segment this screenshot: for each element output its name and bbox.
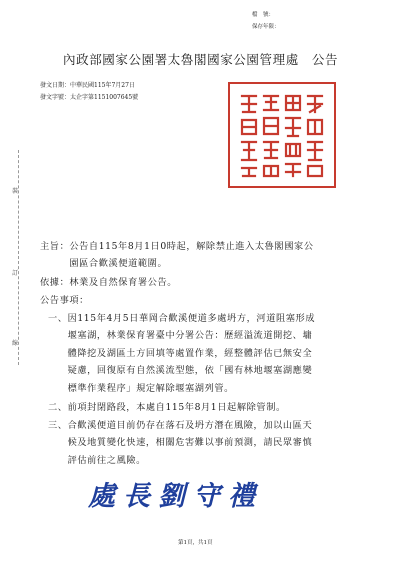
item-line: 堰塞湖，林業保育署臺中分署公告：歷經溢流道開挖、墉 bbox=[48, 330, 313, 341]
item-line: 二、前項封閉路段，本處自115年8月1日起解除管制。 bbox=[48, 402, 286, 413]
page-title: 內政部國家公園署太魯閣國家公園管理處 公告 bbox=[63, 52, 339, 67]
binding-line bbox=[18, 150, 19, 365]
item-line: 評估前往之風險。 bbox=[48, 455, 146, 466]
margin-char-ding: 訂 bbox=[12, 270, 19, 277]
subject-line-1: 主旨：公告自115年8月1日0時起，解除禁止進入太魯閣國家公 bbox=[40, 241, 314, 252]
item-line: 標準作業程序」規定解除堰塞湖列管。 bbox=[48, 383, 234, 394]
item-line: 三、合歡溪便道目前仍存在落石及坍方潛在風險，加以山區天 bbox=[48, 420, 313, 431]
issue-date: 發文日期：中華民國115年7月27日 bbox=[40, 82, 135, 89]
official-seal bbox=[228, 82, 336, 188]
margin-char-xian: 線 bbox=[12, 340, 19, 347]
issue-number: 發文字號：太企字第1151007645號 bbox=[40, 94, 139, 101]
seal-glyphs-icon bbox=[234, 88, 330, 182]
item-line: 候及地質變化快速，相關危害難以事前預測，請民眾審慎 bbox=[48, 437, 313, 448]
item-line: 一、因115年4月5日華岡合歡溪便道多處坍方，河道阻塞形成 bbox=[48, 313, 316, 324]
subject-line-2: 園區合歡溪便道範圍。 bbox=[40, 258, 168, 269]
margin-char-zhuang: 裝 bbox=[12, 188, 19, 195]
items-header: 公告事項： bbox=[40, 295, 89, 306]
basis: 依據：林業及自然保育署公告。 bbox=[40, 277, 178, 288]
item-line: 疑慮，回復原有自然溪流型態，依「國有林地堰塞湖應變 bbox=[48, 365, 313, 376]
file-number-label: 檔 號： bbox=[252, 12, 275, 18]
retention-period-label: 保存年限： bbox=[252, 24, 280, 30]
page-number: 第1頁，共1頁 bbox=[178, 540, 213, 546]
director-signature: 處長劉守禮 bbox=[88, 481, 263, 512]
item-line: 體降挖及湖區土方回填等處置作業，經整體評估已無安全 bbox=[48, 348, 313, 359]
